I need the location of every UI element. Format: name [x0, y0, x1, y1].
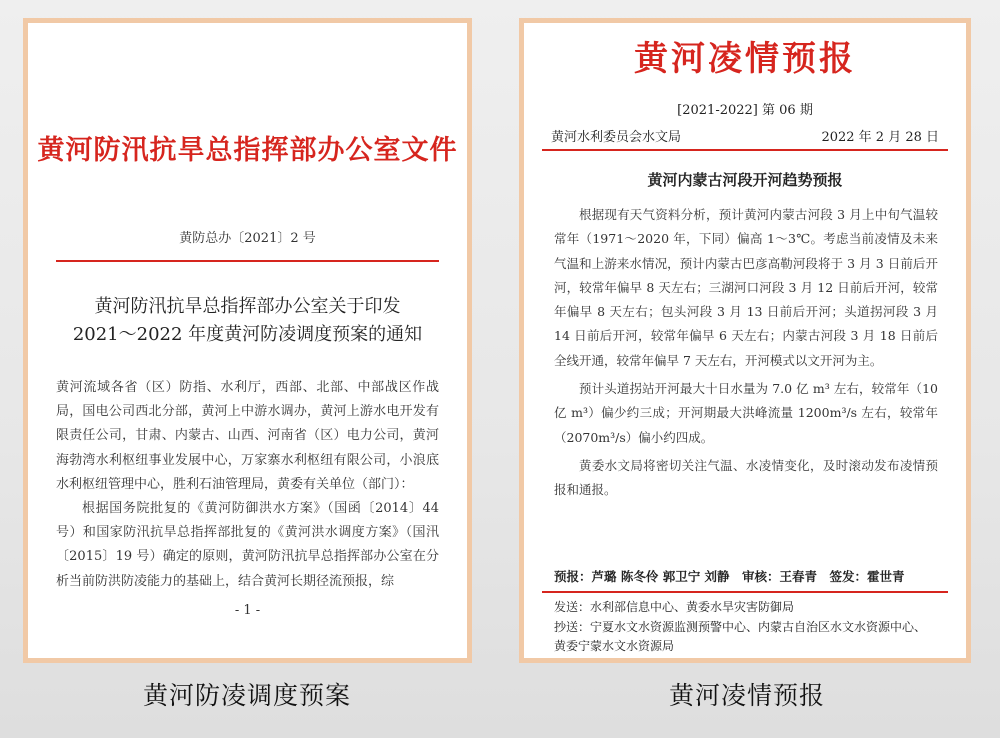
right-publisher: 黄河水利委员会水文局: [551, 130, 682, 145]
right-meta-row: [551, 126, 939, 145]
caption-left: 黄河防凌调度预案: [142, 681, 351, 710]
right-paragraph-3: 黄委水文局将密切关注气温、水凌情变化，及时滚动发布凌情预报和通报。: [554, 457, 938, 498]
left-title-line-1: 黄河防汛抗旱总指挥部办公室关于印发: [94, 296, 401, 317]
left-document-header: 黄河防汛抗旱总指挥部办公室文件: [37, 135, 458, 166]
right-document-page: [519, 18, 971, 663]
right-send-to: 发送：水利部信息中心、黄委水旱灾害防御局: [554, 600, 795, 614]
right-document-body: [554, 203, 938, 507]
right-paragraph-1: 根据现有天气资料分析，预计黄河内蒙古河段 3 月上中旬气温较常年（1971～2020 年，下同）偏高 1～3℃。考虑当前凌情及未来气温和上游来水情况，预计内蒙古巴彦高勒河段将于 3 月 3 日前后开河，较常年偏早 8 天左右；三湖河口河段 3 月 12 日前后开河，较常年偏早 8 天左右；包头河段 3 月 13 日前后开河；头道拐河段 3 月 14 日前后开河，较常年偏早 6 天左右；内蒙古河段 3 月 18 日前后全线开通，较常年偏早 7 天左右，开河模式以文开河为主。: [554, 207, 938, 368]
left-document-number: 黄防总办〔2021〕2 号: [179, 231, 316, 246]
right-date: 2022 年 2 月 28 日: [821, 130, 939, 145]
left-page-number: - 1 -: [234, 603, 261, 618]
right-header-rule: [542, 149, 948, 151]
caption-right: 黄河凌情预报: [668, 681, 825, 710]
right-signatures: 预报：芦璐 陈冬伶 郭卫宁 刘静 审核：王春青 签发：霍世青: [554, 569, 905, 584]
right-paragraph-2: 预计头道拐站开河最大十日水量为 7.0 亿 m³ 左右，较常年（10 亿 m³）偏少约三成；开河期最大洪峰流量 1200m³/s 左右，较常年（2070m³/s）偏小约四成。: [554, 381, 938, 445]
left-header-rule: [56, 260, 439, 262]
right-cc-line-2: 黄委宁蒙水文水资源局: [554, 639, 675, 653]
right-document-header: 黄河凌情预报: [634, 39, 856, 79]
left-document-body: [56, 376, 439, 594]
left-recipients: 黄河流域各省（区）防指、水利厅，西部、北部、中部战区作战局，国电公司西北分部，黄河上中游水调办，黄河上游水电开发有限责任公司，甘肃、内蒙古、山西、河南省（区）电力公司，黄河海勃湾水利枢纽事业发展中心，万家寨水利枢纽有限公司，小浪底水利枢纽管理中心，胜利石油管理局，黄委有关单位（部门）：: [56, 380, 439, 492]
right-cc-line-1: 抄送：宁夏水文水资源监测预警中心、内蒙古自治区水文水资源中心、: [554, 619, 927, 634]
right-document-title: 黄河内蒙古河段开河趋势预报: [647, 171, 843, 189]
left-document-page: [23, 18, 472, 663]
left-body-paragraph: 根据国务院批复的《黄河防御洪水方案》（国函〔2014〕44 号）和国家防汛抗旱总指挥部批复的《黄河洪水调度方案》（国汛〔2015〕19 号）确定的原则，黄河防汛抗旱总指挥部办公室在分析当前防洪防凌能力的基础上，结合黄河长期径流预报，综: [56, 501, 439, 589]
right-footer-rule: [542, 591, 948, 593]
right-issue-number: [2021-2022] 第 06 期: [677, 103, 813, 118]
right-distribution: [554, 598, 950, 657]
left-title-line-2: 2021～2022 年度黄河防凌调度预案的通知: [72, 324, 423, 345]
left-document-title: [28, 293, 467, 349]
